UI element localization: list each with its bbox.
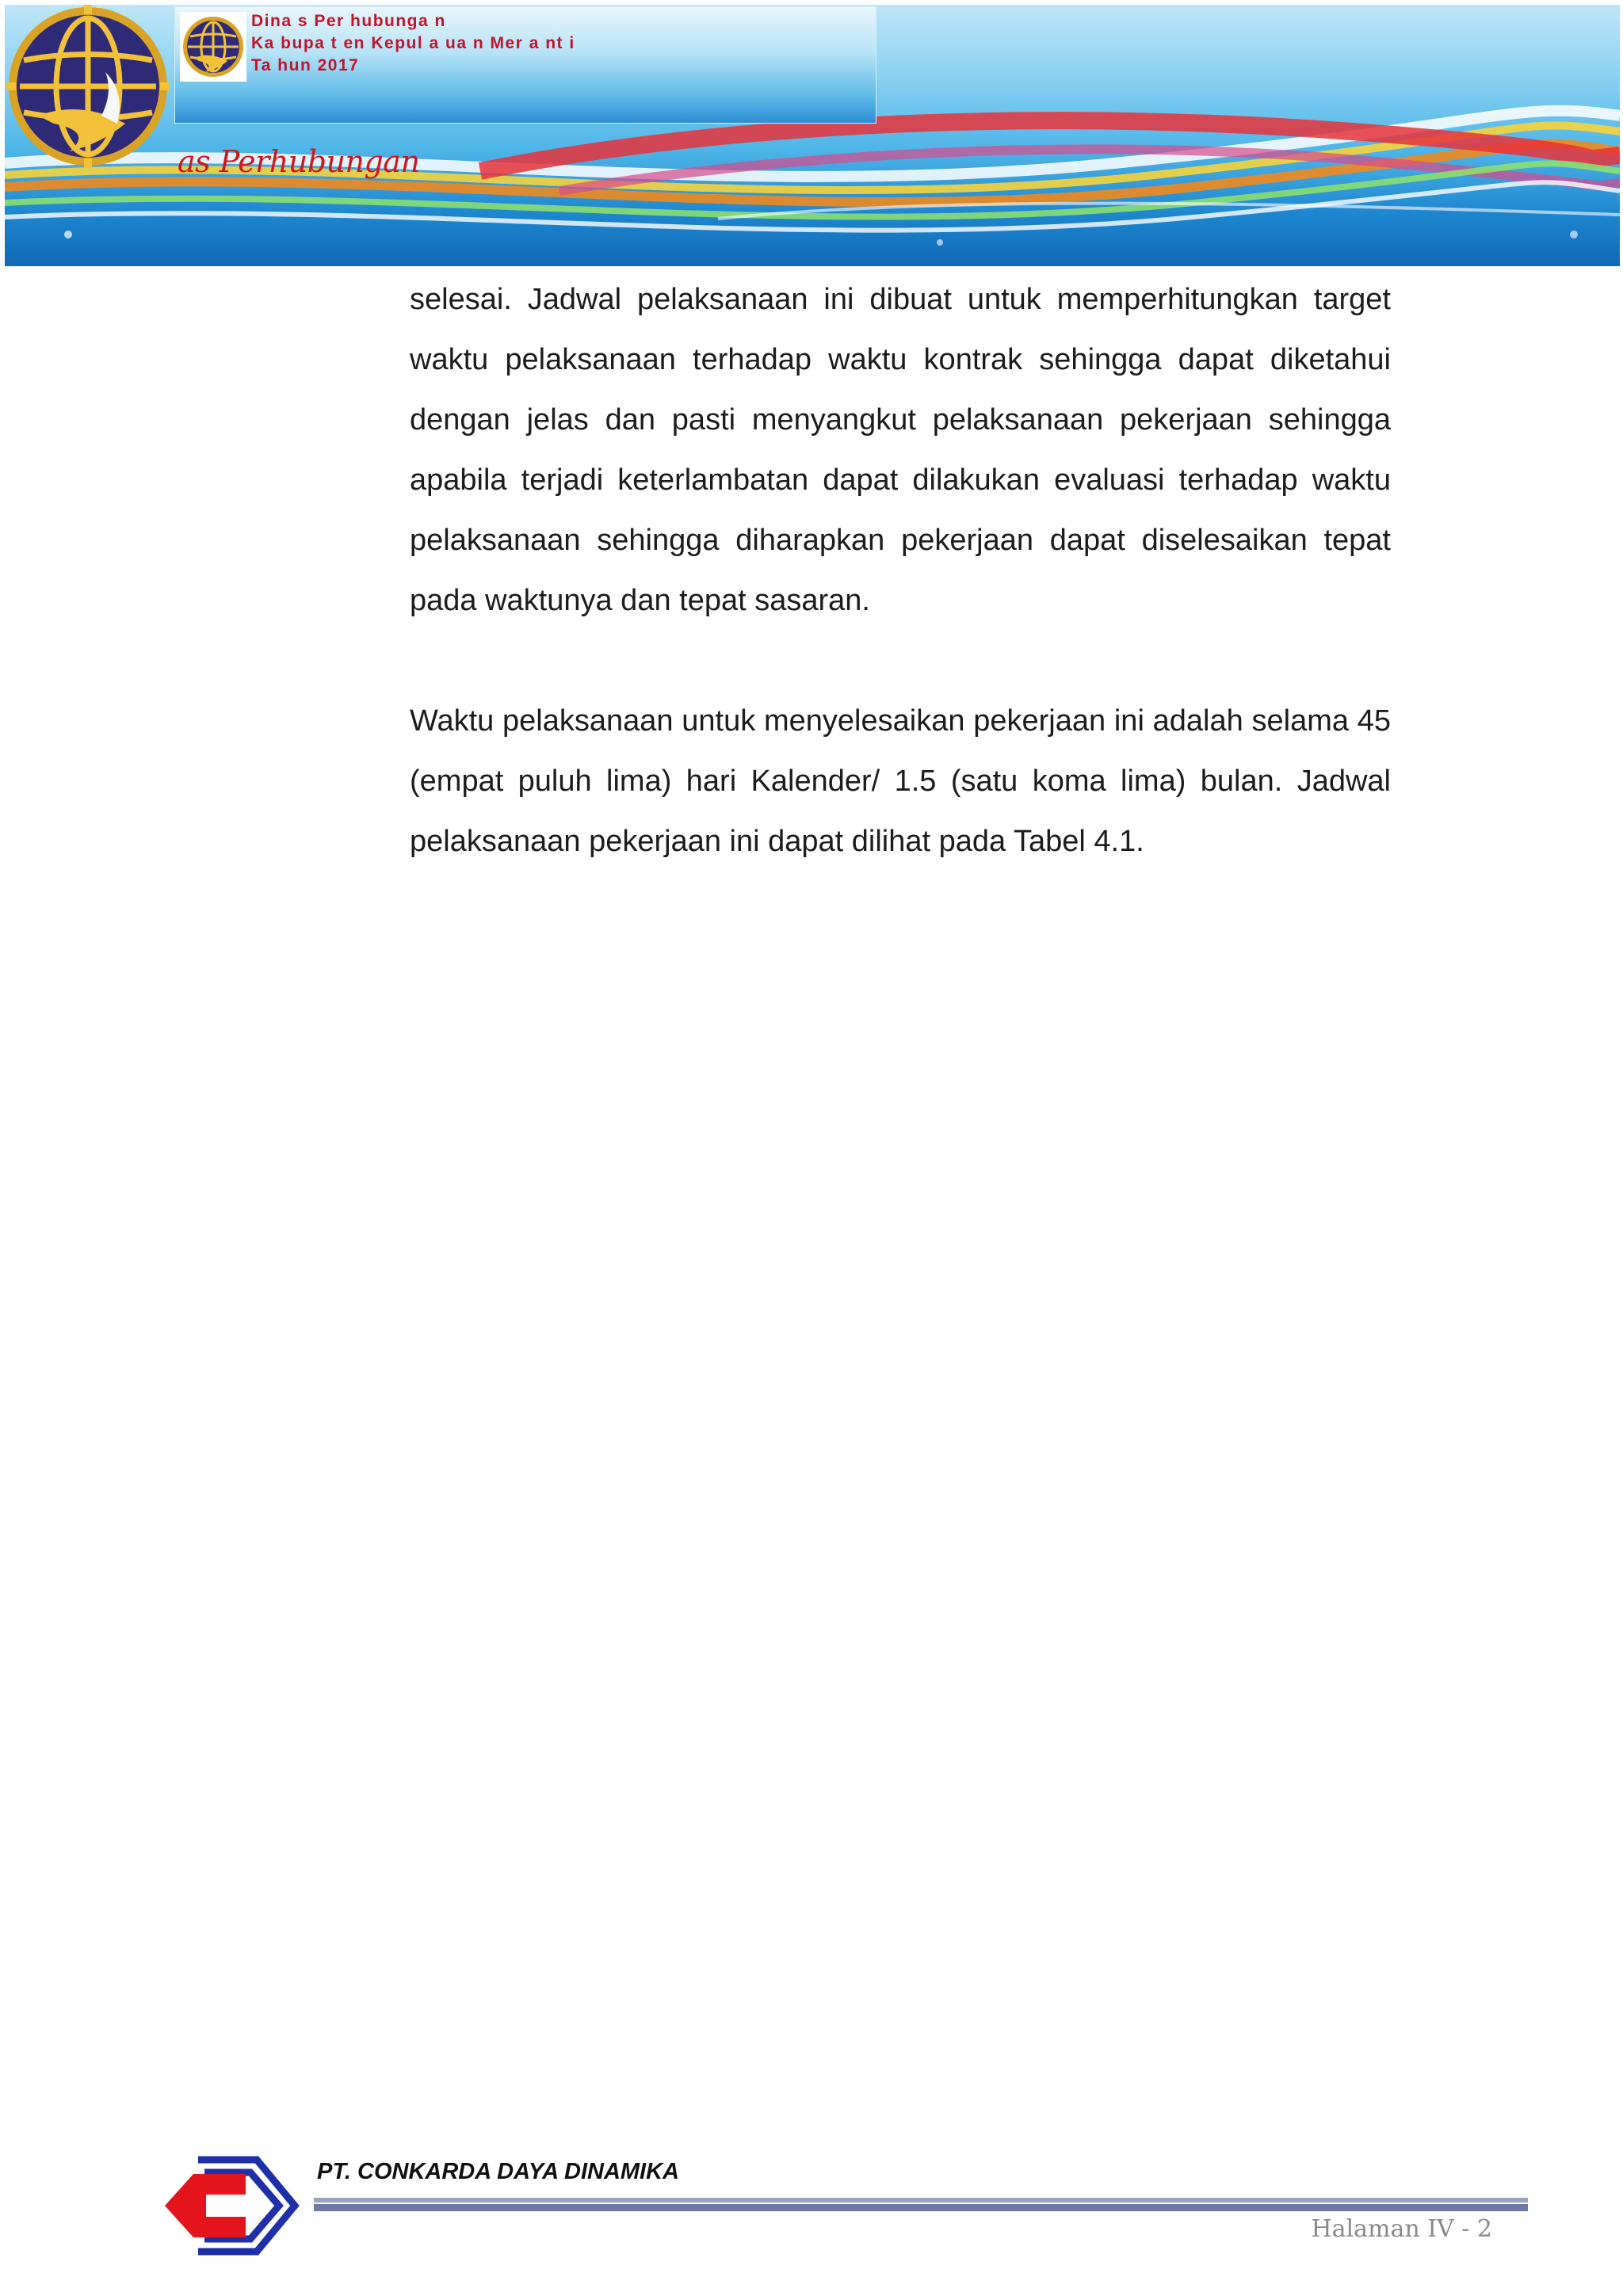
company-logo-icon (160, 2153, 300, 2258)
footer-rule (314, 2198, 1528, 2203)
org-header-box (174, 6, 876, 124)
org-region-line: Ka bupa t en Kepul a ua n Mer a nt i (251, 34, 575, 52)
body-paragraph: selesai. Jadwal pelaksanaan ini dibuat untuk memperhitungkan target waktu pelaksanaan terhadap waktu kontrak sehingga dapat diketahui dengan jelas dan pasti menyangkut pelaksanaan pekerjaan sehingga apabila terjadi keterlambatan dapat dilakukan evaluasi terhadap waktu pelaksanaan sehingga diharapkan pekerjaan dapat diselesaikan tepat pada waktunya dan tepat sasaran. (410, 283, 1391, 617)
company-name: PT. CONKARDA DAYA DINAMIKA (317, 2159, 679, 2184)
document-body (410, 269, 1391, 871)
org-year-line: Ta hun 2017 (251, 56, 360, 74)
page-number: Halaman IV - 2 (1311, 2215, 1492, 2243)
footer-rule-thick (314, 2204, 1528, 2211)
ministry-emblem-icon (6, 5, 170, 168)
ministry-emblem-small-icon (181, 13, 245, 80)
body-paragraph: Waktu pelaksanaan untuk menyelesaikan pekerjaan ini adalah selama 45 (empat puluh lima) hari Kalender/ 1.5 (satu koma lima) bulan. Jadwal pelaksanaan pekerjaan ini dapat dilihat pada Tabel 4.1. (410, 704, 1391, 858)
header-banner (5, 5, 1620, 266)
banner-title: as Perhubungan (178, 144, 420, 179)
org-name-line: Dina s Per hubunga n (251, 12, 446, 30)
small-logo-frame (180, 12, 246, 82)
